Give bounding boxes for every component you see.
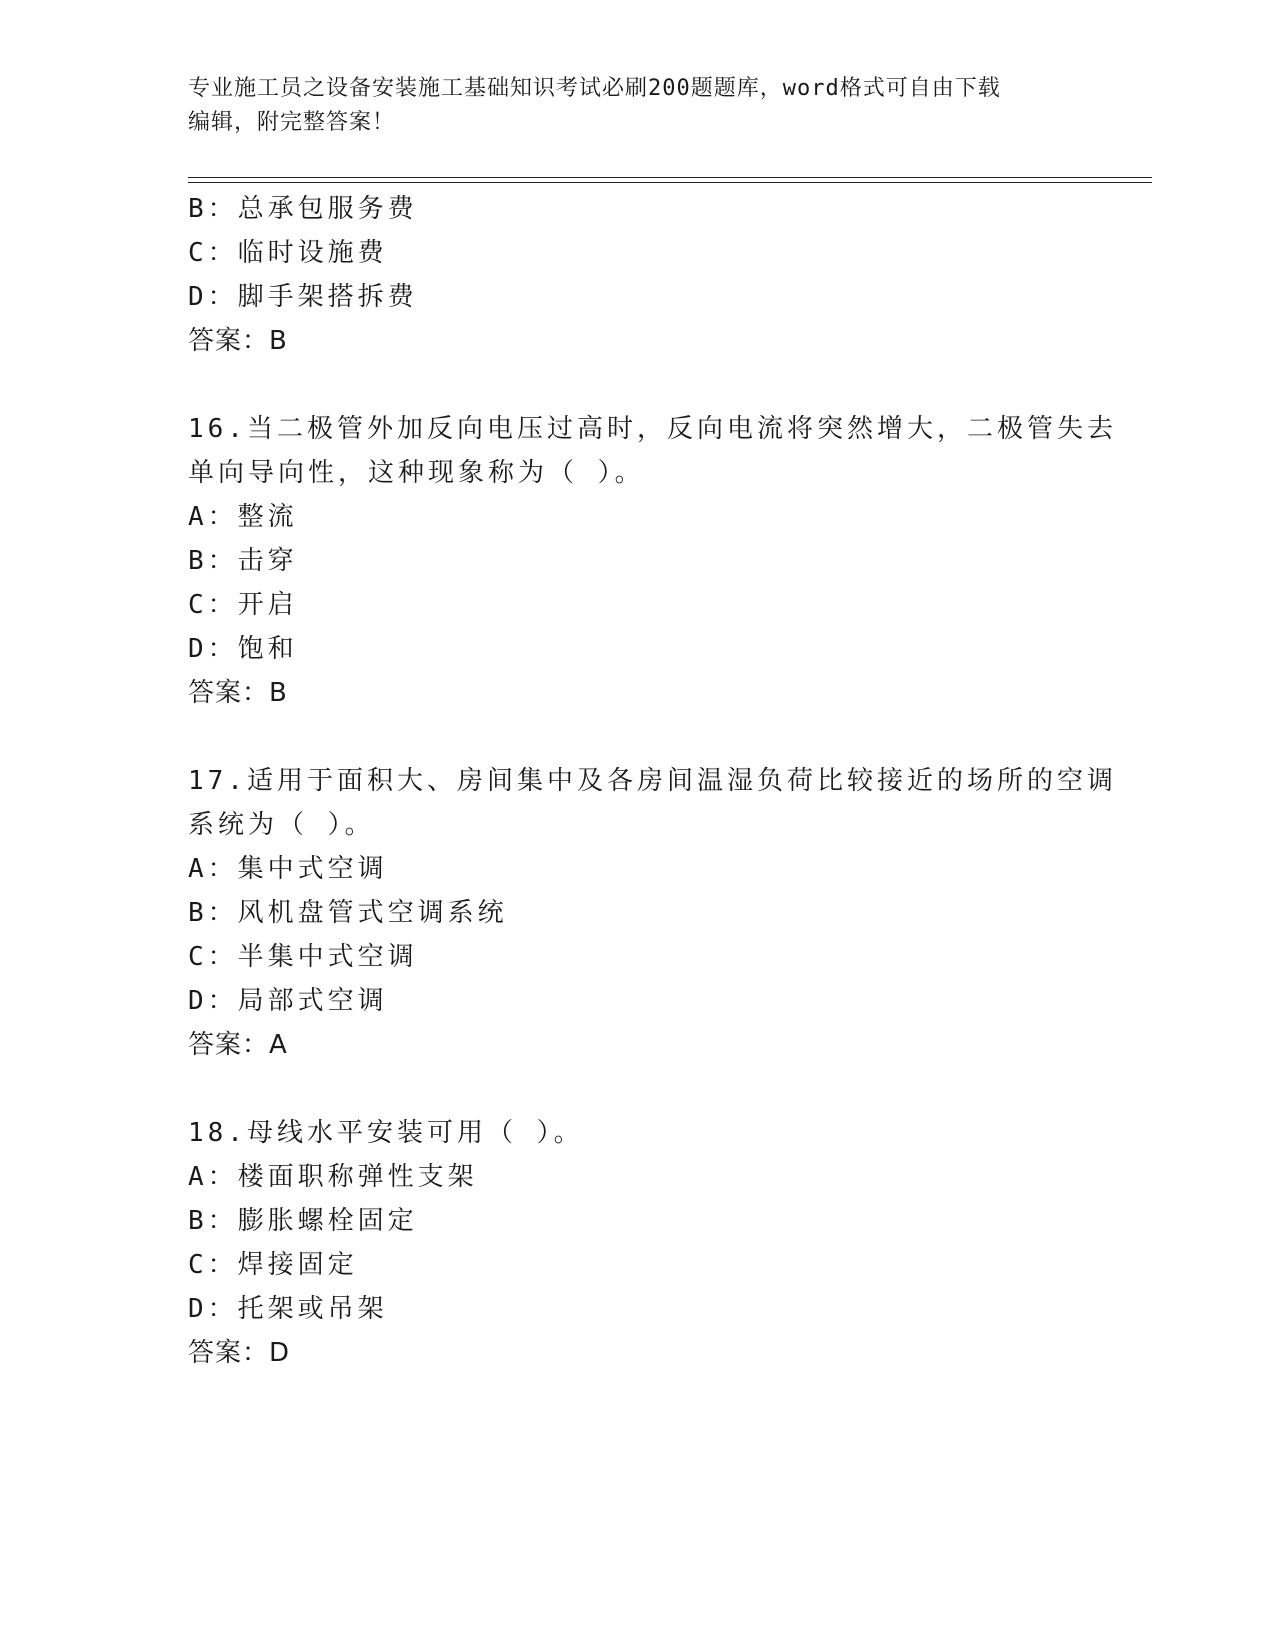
q16-option-a: A：整流 (188, 502, 298, 532)
q16-option-c: C：开启 (188, 590, 298, 620)
q16-text-line-1: 16.当二极管外加反向电压过高时，反向电流将突然增大，二极管失去 (188, 414, 1117, 444)
q17-option-d: D：局部式空调 (188, 986, 388, 1016)
q17-text-line-1: 17.适用于面积大、房间集中及各房间温湿负荷比较接近的场所的空调 (188, 766, 1117, 796)
prev-option-c: C：临时设施费 (188, 238, 388, 268)
q16-answer: 答案：B (188, 678, 288, 708)
q18-option-a: A：楼面职称弹性支架 (188, 1162, 478, 1192)
q17-answer: 答案：A (188, 1030, 288, 1060)
q18-text-line-1: 18.母线水平安装可用（ ）。 (188, 1118, 584, 1148)
q16-option-d: D：饱和 (188, 634, 298, 664)
header-title-line-2: 编辑，附完整答案！ (188, 110, 396, 135)
q18-option-b: B：膨胀螺栓固定 (188, 1206, 418, 1236)
q16-text-line-2: 单向导向性，这种现象称为（ ）。 (188, 458, 645, 488)
q17-text-line-2: 系统为（ ）。 (188, 810, 375, 840)
q17-option-a: A：集中式空调 (188, 854, 388, 884)
q18-option-c: C：焊接固定 (188, 1250, 358, 1280)
header-title-line-1: 专业施工员之设备安装施工基础知识考试必刷200题题库，word格式可自由下载 (188, 76, 1001, 101)
header-divider-top (188, 177, 1152, 178)
prev-answer: 答案：B (188, 326, 288, 356)
q16-option-b: B：击穿 (188, 546, 298, 576)
header-divider-bottom (188, 182, 1152, 183)
prev-option-d: D：脚手架搭拆费 (188, 282, 418, 312)
document-header (188, 72, 1068, 140)
q18-answer: 答案：D (188, 1338, 291, 1368)
q17-option-c: C：半集中式空调 (188, 942, 418, 972)
q17-option-b: B：风机盘管式空调系统 (188, 898, 508, 928)
prev-option-b: B：总承包服务费 (188, 194, 418, 224)
q18-option-d: D：托架或吊架 (188, 1294, 388, 1324)
